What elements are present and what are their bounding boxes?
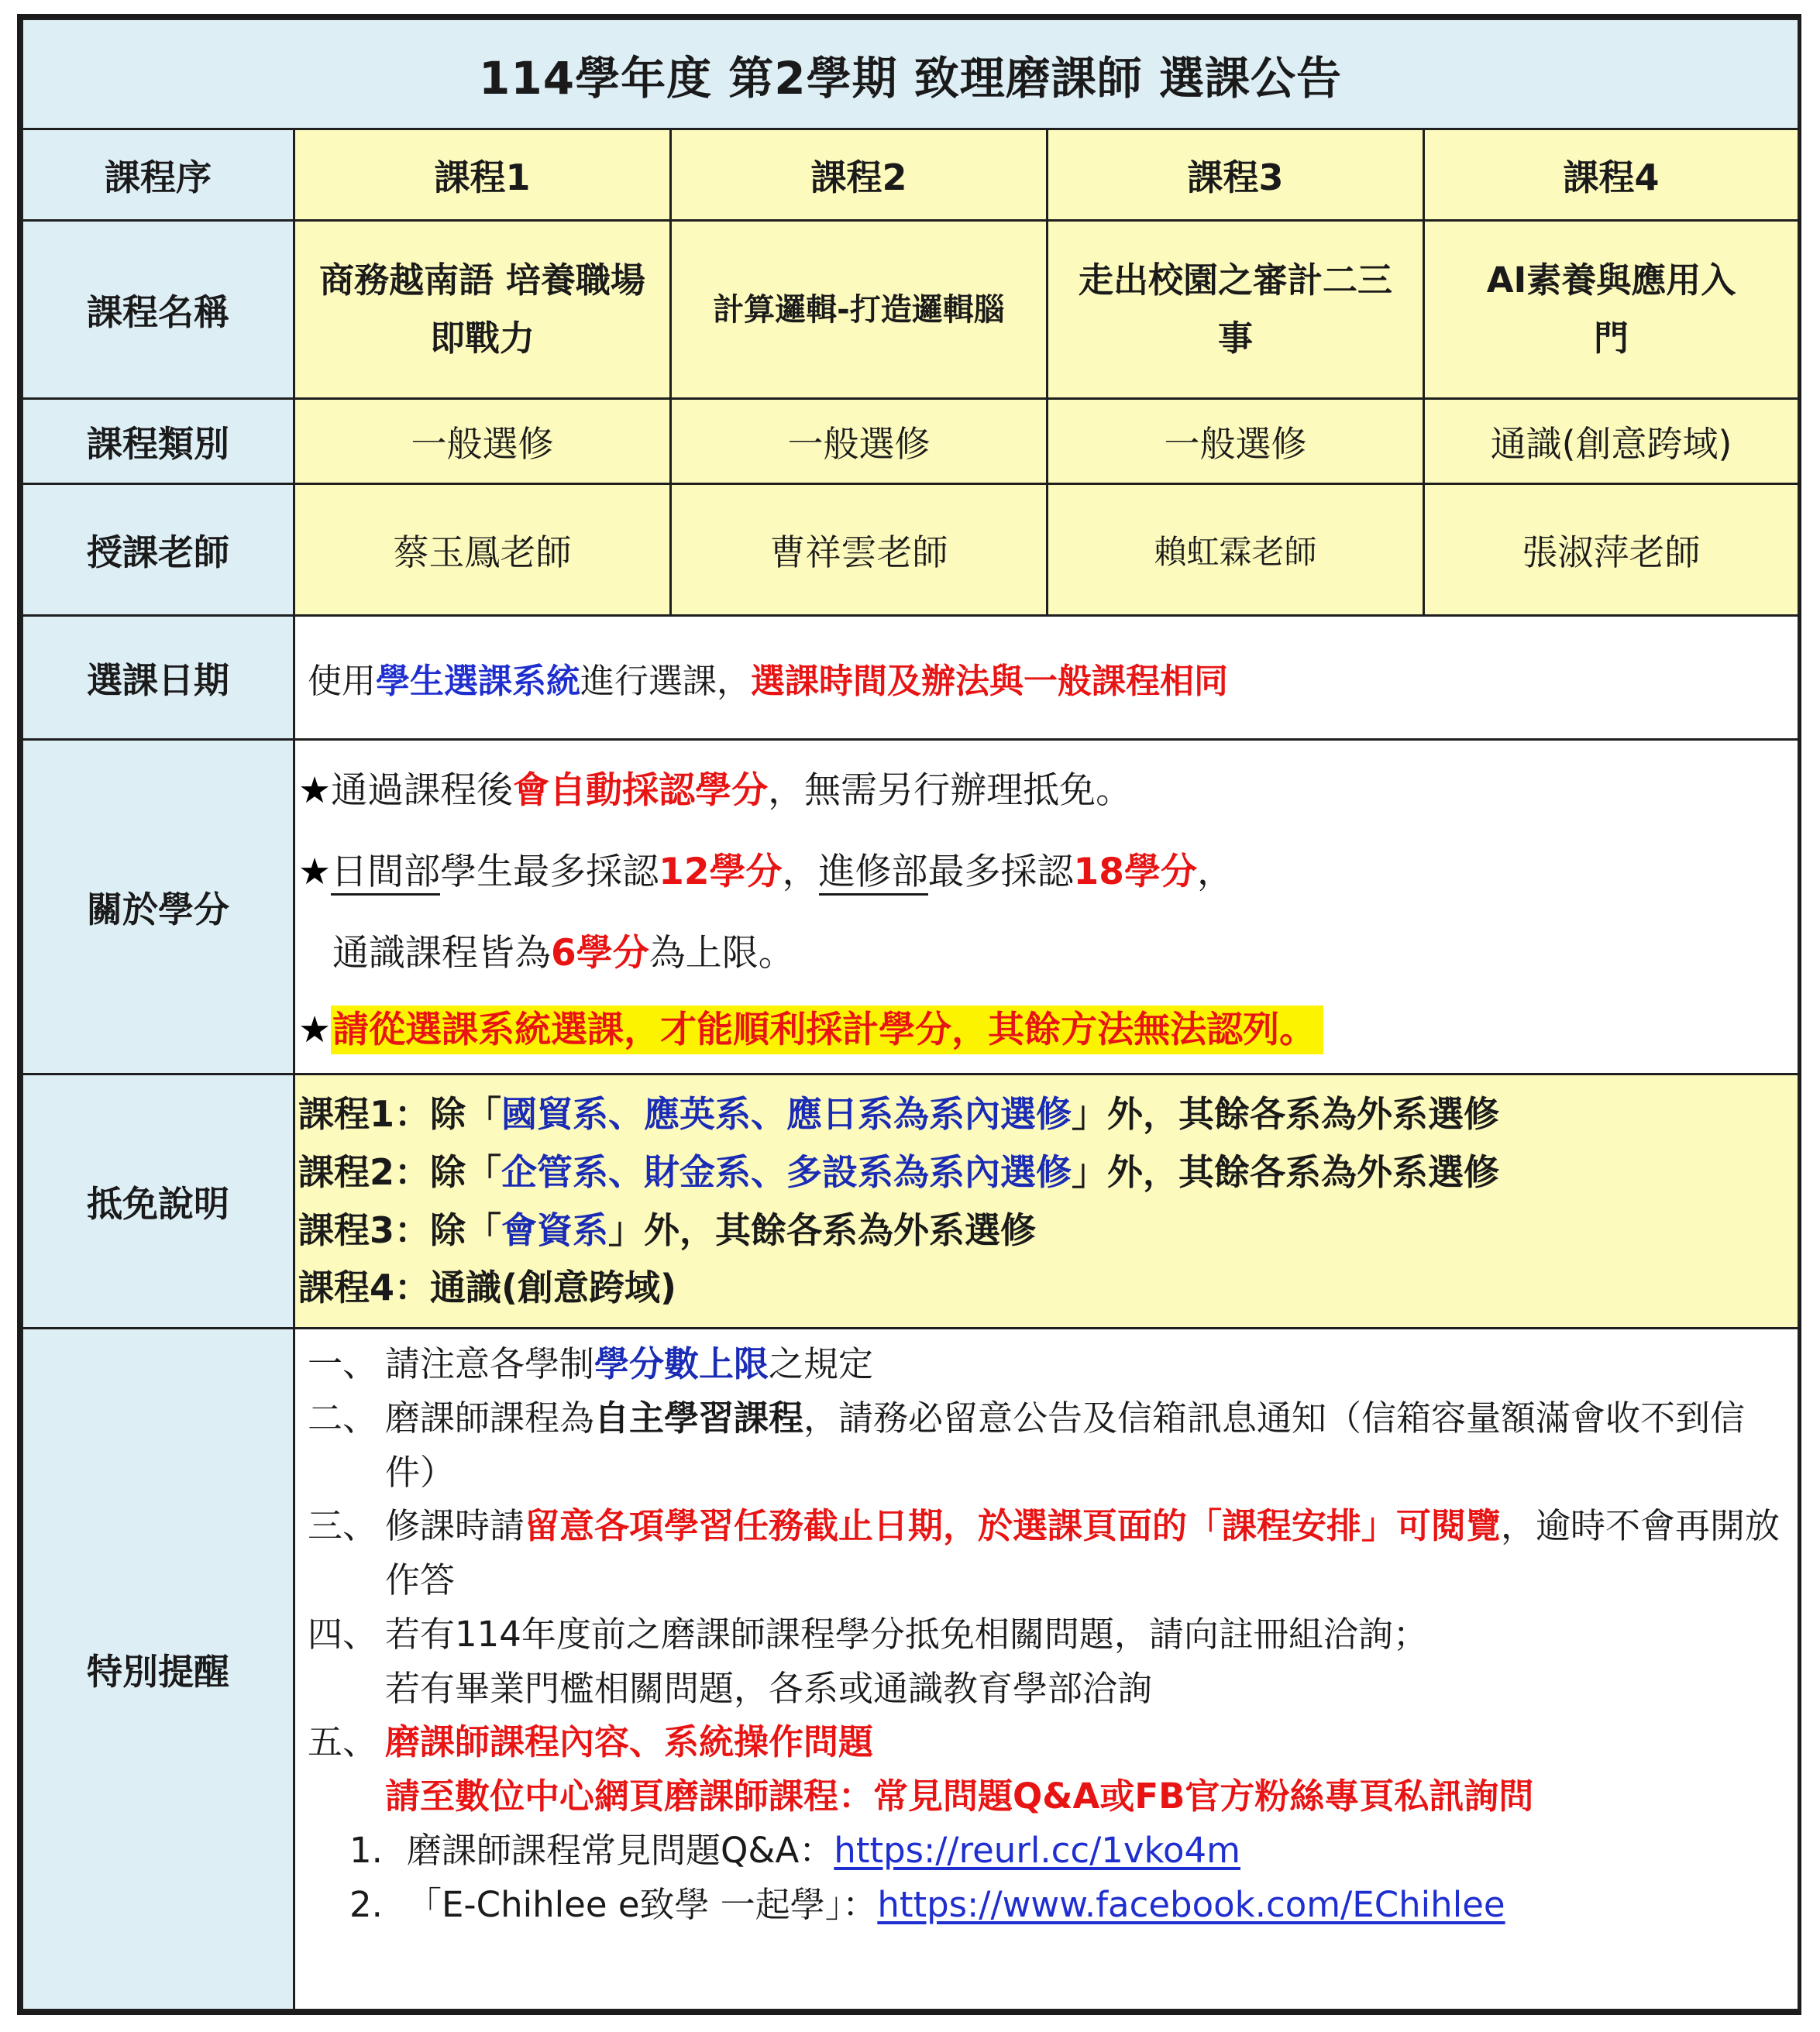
credit-night-division: 進修部 (819, 851, 928, 896)
course-3-name-line2: 事 (1217, 317, 1253, 359)
waiver-r3-depts: 會資系 (501, 1209, 609, 1251)
credit-line-1 (298, 762, 1797, 813)
course-4-name (1424, 221, 1799, 399)
course-1-name-line1: 商務越南語 培養職場 (319, 260, 645, 301)
star-icon: ★ (298, 1008, 332, 1051)
credit-l3-c: 為上限。 (649, 931, 795, 975)
announcement-sheet (17, 14, 1801, 2015)
note-2-c: ，請務必留意公告及信箱訊息通知（信箱容量額滿會收不到信件） (385, 1397, 1746, 1493)
teacher-row (22, 484, 1799, 616)
note-1 (308, 1337, 1782, 1391)
page-title: 114學年度 第2學期 致理磨課師 選課公告 (22, 19, 1799, 129)
course-4-teacher: 張淑萍老師 (1424, 484, 1799, 616)
note-5-num: 五、 (308, 1721, 378, 1763)
note-1-a: 請注意各學制 (385, 1343, 595, 1384)
help-link-1-label: 磨課師課程常見問題Q&A： (407, 1829, 834, 1871)
credit-l1-a: 通過課程後 (331, 768, 514, 812)
note-4-num: 四、 (308, 1613, 378, 1655)
note-4 (308, 1607, 1782, 1716)
label-credit: 關於學分 (22, 740, 294, 1074)
course-2-category: 一般選修 (671, 399, 1048, 484)
credit-l2-e: 18學分 (1073, 850, 1197, 893)
name-row (22, 221, 1799, 399)
label-notes: 特別提醒 (22, 1329, 294, 2010)
course-2-name (671, 221, 1048, 399)
note-2-num: 二、 (308, 1397, 378, 1439)
course-4-order: 課程4 (1424, 129, 1799, 221)
waiver-course-3 (298, 1202, 1797, 1260)
category-row (22, 399, 1799, 484)
announcement-table (21, 18, 1800, 2011)
star-icon: ★ (298, 850, 332, 893)
waiver-r2-c: 」外，其餘各系為外系選修 (1072, 1150, 1500, 1193)
waiver-r3-a: 課程3：除「 (298, 1209, 502, 1251)
title-row (22, 19, 1799, 129)
help-link-1-num: 1. (349, 1829, 383, 1871)
help-links (308, 1824, 1782, 1932)
waiver-r1-a: 課程1：除「 (298, 1092, 502, 1135)
course-4-name-line2: 門 (1594, 317, 1629, 359)
credit-line-4 (298, 1001, 1797, 1053)
date-text (294, 616, 1799, 740)
waiver-r1-depts: 國貿系、應英系、應日系為系內選修 (501, 1092, 1072, 1135)
faq-link[interactable]: https://reurl.cc/1vko4m (834, 1829, 1240, 1871)
note-4-b: 若有畢業門檻相關問題，各系或通識教育學部洽詢 (385, 1667, 1153, 1709)
label-date: 選課日期 (22, 616, 294, 740)
course-1-order: 課程1 (294, 129, 671, 221)
note-4-a: 若有114年度前之磨課師課程學分抵免相關問題，請向註冊組洽詢； (385, 1613, 1428, 1655)
credit-l2-a: 學生最多採認 (440, 850, 659, 893)
note-5-b: 請至數位中心網頁磨課師課程：常見問題Q&A或FB官方粉絲專頁私訊詢問 (385, 1776, 1534, 1817)
course-3-order: 課程3 (1048, 129, 1424, 221)
note-1-c: 之規定 (769, 1343, 874, 1384)
date-prefix: 使用 (308, 661, 376, 701)
note-2-b: 自主學習課程 (594, 1397, 804, 1439)
waiver-r3-c: 」外，其餘各系為外系選修 (608, 1209, 1037, 1251)
course-1-name (294, 221, 671, 399)
course-3-category: 一般選修 (1048, 399, 1424, 484)
note-3 (308, 1499, 1782, 1607)
credit-l1-b: 會自動採認學分 (513, 768, 769, 812)
course-2-teacher: 曹祥雲老師 (671, 484, 1048, 616)
label-order: 課程序 (22, 129, 294, 221)
note-3-b: 留意各項學習任務截止日期，於選課頁面的「課程安排」可閱覽 (525, 1505, 1502, 1547)
star-icon: ★ (298, 768, 332, 812)
notes-text (294, 1329, 1799, 2010)
date-middle: 進行選課， (580, 661, 751, 701)
credit-highlight: 請從選課系統選課，才能順利採計學分，其餘方法無法認列。 (331, 1006, 1323, 1054)
course-4-category: 通識(創意跨域) (1424, 399, 1799, 484)
credit-l2-b: 12學分 (659, 850, 783, 893)
note-5-a: 磨課師課程內容、系統操作問題 (385, 1721, 874, 1763)
course-2-name-line1: 計算邏輯-打造邏輯腦 (713, 291, 1005, 328)
label-category: 課程類別 (22, 399, 294, 484)
note-1-b: 學分數上限 (594, 1343, 769, 1384)
course-1-name-line2: 即戰力 (429, 317, 535, 359)
note-3-num: 三、 (308, 1505, 378, 1547)
date-system: 學生選課系統 (376, 661, 580, 701)
credit-l3-a: 通識課程皆為 (332, 931, 551, 975)
waiver-r1-c: 」外，其餘各系為外系選修 (1072, 1092, 1500, 1135)
date-row (22, 616, 1799, 740)
credit-l1-c: ，無需另行辦理抵免。 (768, 768, 1133, 812)
date-emphasis: 選課時間及辦法與一般課程相同 (751, 661, 1228, 701)
note-2-a: 磨課師課程為 (385, 1397, 595, 1439)
waiver-r2-depts: 企管系、財金系、多設系為系內選修 (501, 1150, 1072, 1193)
waiver-row (22, 1074, 1799, 1329)
course-3-name (1048, 221, 1424, 399)
credit-day-division: 日間部 (331, 851, 440, 896)
credit-row (22, 740, 1799, 1074)
label-name: 課程名稱 (22, 221, 294, 399)
note-5 (308, 1715, 1782, 1824)
course-1-teacher: 蔡玉鳳老師 (294, 484, 671, 616)
waiver-course-1 (298, 1085, 1797, 1143)
credit-l2-f: ， (1196, 850, 1233, 893)
note-3-a: 修課時請 (385, 1505, 525, 1547)
waiver-course-4: 課程4：通識(創意跨域) (298, 1267, 677, 1309)
order-row (22, 129, 1799, 221)
notes-row (22, 1329, 1799, 2010)
credit-line-2 (298, 843, 1797, 895)
course-3-name-line1: 走出校園之審計二三 (1078, 260, 1392, 301)
course-4-name-line1: AI素養與應用入 (1486, 260, 1736, 301)
help-link-2-num: 2. (349, 1883, 383, 1925)
credit-l2-d: 最多採認 (927, 850, 1074, 893)
help-link-1 (349, 1824, 1782, 1878)
label-teacher: 授課老師 (22, 484, 294, 616)
note-3-c: ，逾時不會再開放作答 (385, 1505, 1780, 1601)
waiver-text (294, 1074, 1799, 1329)
course-2-order: 課程2 (671, 129, 1048, 221)
waiver-r2-a: 課程2：除「 (298, 1150, 502, 1193)
credit-l2-c: ， (782, 850, 819, 893)
course-3-teacher: 賴虹霖老師 (1048, 484, 1424, 616)
waiver-course-2 (298, 1143, 1797, 1202)
note-1-num: 一、 (308, 1343, 378, 1384)
course-1-category: 一般選修 (294, 399, 671, 484)
help-link-2 (349, 1878, 1782, 1932)
note-2 (308, 1391, 1782, 1500)
credit-l3-b: 6學分 (551, 931, 649, 975)
help-link-2-label: 「E-Chihlee e致學 一起學」： (407, 1883, 878, 1925)
credit-text (294, 740, 1799, 1074)
facebook-link[interactable]: https://www.facebook.com/EChihlee (877, 1883, 1505, 1925)
label-waiver: 抵免說明 (22, 1074, 294, 1329)
credit-line-3 (298, 924, 1797, 976)
